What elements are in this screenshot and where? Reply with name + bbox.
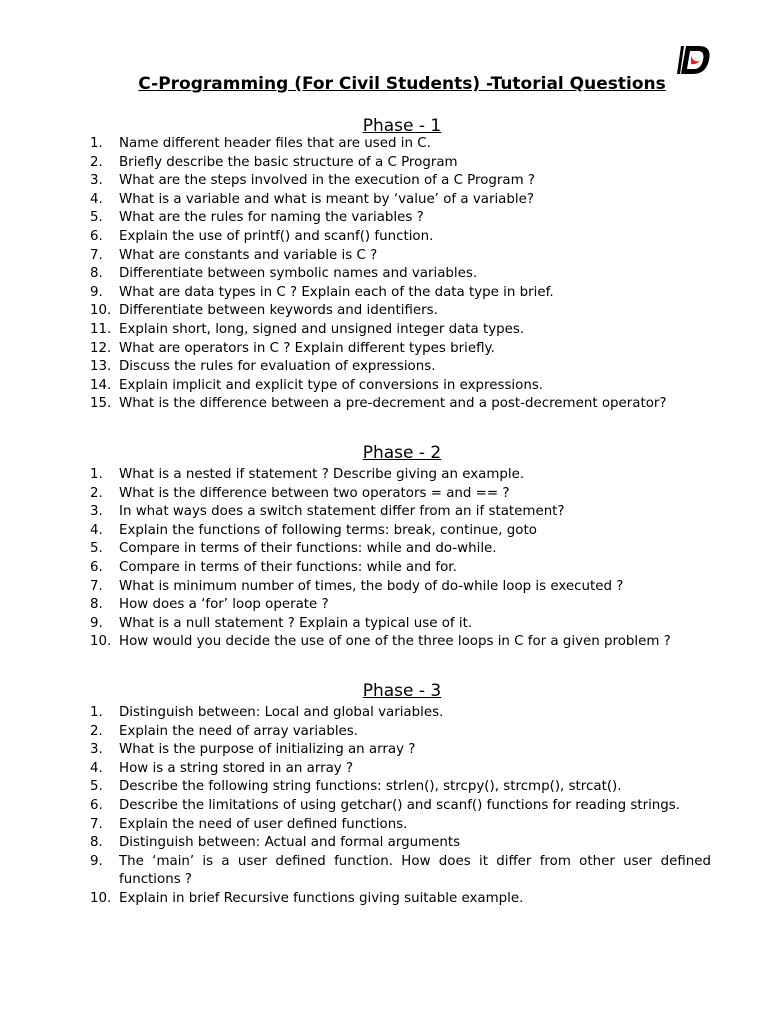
phase-2-heading: Phase - 2 (362, 443, 442, 463)
list-item (90, 797, 711, 816)
question-number: 8. (90, 597, 103, 613)
question-number: 6. (90, 228, 103, 244)
list-item (90, 228, 711, 247)
question-text: Describe the following string functions: strlen(), strcpy(), strcmp(), strcat(). (119, 779, 622, 795)
list-item (90, 596, 711, 615)
question-number: 4. (90, 760, 103, 776)
question-number: 14. (90, 377, 112, 393)
list-item (90, 741, 711, 760)
question-text: Briefly describe the basic structure of a C Program (119, 154, 458, 170)
question-text: What is the difference between a pre-decrement and a post-decrement operator? (119, 396, 667, 412)
phase-3-question-list (90, 704, 711, 909)
list-item (90, 466, 711, 485)
list-item (90, 209, 711, 228)
list-item (90, 135, 711, 154)
question-number: 3. (90, 742, 103, 758)
question-number: 9. (90, 284, 103, 300)
question-number: 4. (90, 191, 103, 207)
question-number: 3. (90, 504, 103, 520)
list-item (90, 578, 711, 597)
list-item (90, 340, 711, 359)
question-text: Explain in brief Recursive functions giving suitable example. (119, 890, 524, 906)
question-text: Describe the limitations of using getchar() and scanf() functions for reading strings. (119, 797, 681, 813)
list-item (90, 247, 711, 266)
question-number: 1. (90, 467, 103, 482)
phase-3-heading: Phase - 3 (362, 681, 442, 701)
question-text: What is a null statement ? Explain a typical use of it. (119, 615, 473, 631)
phase-1-heading: Phase - 1 (362, 116, 442, 136)
question-number: 9. (90, 615, 103, 631)
question-text: Explain the need of user defined functions. (119, 816, 408, 832)
phase-1-question-list (90, 135, 711, 414)
question-text: What are the rules for naming the variables ? (119, 210, 424, 226)
question-number: 6. (90, 797, 103, 813)
question-number: 2. (90, 154, 103, 170)
question-text: What is the purpose of initializing an array ? (119, 742, 416, 758)
question-text: How is a string stored in an array ? (119, 760, 354, 776)
question-text: How does a ‘for’ loop operate ? (119, 597, 329, 613)
list-item (90, 540, 711, 559)
question-text: Explain the need of array variables. (119, 723, 359, 739)
list-item (90, 522, 711, 541)
question-number: 7. (90, 578, 103, 594)
list-item (90, 302, 711, 321)
question-text: Distinguish between: Actual and formal arguments (119, 835, 461, 851)
question-text: What are data types in C ? Explain each of the data type in brief. (119, 284, 554, 300)
list-item (90, 559, 711, 578)
question-number: 12. (90, 340, 112, 356)
question-text: Explain the functions of following terms: break, continue, goto (119, 522, 537, 538)
document-title: C-Programming (For Civil Students) -Tutorial Questions (138, 74, 666, 94)
question-text: Explain the use of printf() and scanf() function. (119, 228, 434, 244)
question-number: 10. (90, 303, 112, 319)
list-item (90, 816, 711, 835)
question-number: 1. (90, 705, 103, 720)
question-number: 9. (90, 853, 103, 869)
question-number: 7. (90, 816, 103, 832)
question-number: 8. (90, 266, 103, 282)
question-text: What are constants and variable is C ? (119, 247, 378, 263)
question-text: What is the difference between two operators = and == ? (119, 485, 510, 501)
question-number: 13. (90, 359, 112, 375)
list-item (90, 284, 711, 303)
list-item (90, 834, 711, 853)
question-number: 3. (90, 173, 103, 189)
list-item (90, 503, 711, 522)
question-text: What is a variable and what is meant by ‘value’ of a variable? (119, 191, 534, 207)
question-text: Explain short, long, signed and unsigned integer data types. (119, 321, 525, 337)
list-item (90, 377, 711, 396)
question-number: 15. (90, 396, 112, 412)
question-text: Explain implicit and explicit type of conversions in expressions. (119, 377, 544, 393)
question-number: 10. (90, 634, 112, 650)
question-number: 11. (90, 321, 112, 337)
list-item (90, 778, 711, 797)
question-number: 7. (90, 247, 103, 263)
list-item (90, 172, 711, 191)
question-number: 5. (90, 210, 103, 226)
question-text: What is minimum number of times, the body of do-while loop is executed ? (119, 578, 624, 594)
list-item (90, 853, 711, 890)
list-item (90, 395, 711, 414)
question-text: What are the steps involved in the execution of a C Program ? (119, 173, 536, 189)
question-number: 5. (90, 541, 103, 557)
question-text: Differentiate between symbolic names and variables. (119, 266, 478, 282)
list-item (90, 890, 711, 909)
question-text: How would you decide the use of one of the three loops in C for a given problem ? (119, 634, 671, 650)
question-number: 8. (90, 835, 103, 851)
list-item (90, 633, 711, 652)
list-item (90, 723, 711, 742)
question-number: 2. (90, 485, 103, 501)
list-item (90, 154, 711, 173)
question-number: 4. (90, 522, 103, 538)
list-item (90, 191, 711, 210)
question-text: Compare in terms of their functions: while and for. (119, 559, 457, 575)
list-item (90, 358, 711, 377)
question-text: What are operators in C ? Explain different types briefly. (119, 340, 495, 356)
list-item (90, 265, 711, 284)
question-text: Discuss the rules for evaluation of expressions. (119, 359, 436, 375)
question-text: What is a nested if statement ? Describe giving an example. (119, 467, 525, 482)
question-number: 5. (90, 779, 103, 795)
list-item (90, 615, 711, 634)
list-item (90, 760, 711, 779)
logo-icon (675, 44, 713, 76)
list-item (90, 485, 711, 504)
question-text: Name different header files that are used in C. (119, 136, 431, 151)
question-number: 1. (90, 136, 103, 151)
list-item (90, 321, 711, 340)
question-text: Compare in terms of their functions: while and do-while. (119, 541, 497, 557)
question-number: 6. (90, 559, 103, 575)
question-text: The ‘main’ is a user defined function. How does it differ from other user defined functions ? (119, 853, 711, 888)
question-text: In what ways does a switch statement differ from an if statement? (119, 504, 565, 520)
list-item (90, 704, 711, 723)
phase-2-question-list (90, 466, 711, 652)
question-number: 10. (90, 890, 112, 906)
question-number: 2. (90, 723, 103, 739)
question-text: Differentiate between keywords and identifiers. (119, 303, 438, 319)
question-text: Distinguish between: Local and global variables. (119, 705, 444, 720)
